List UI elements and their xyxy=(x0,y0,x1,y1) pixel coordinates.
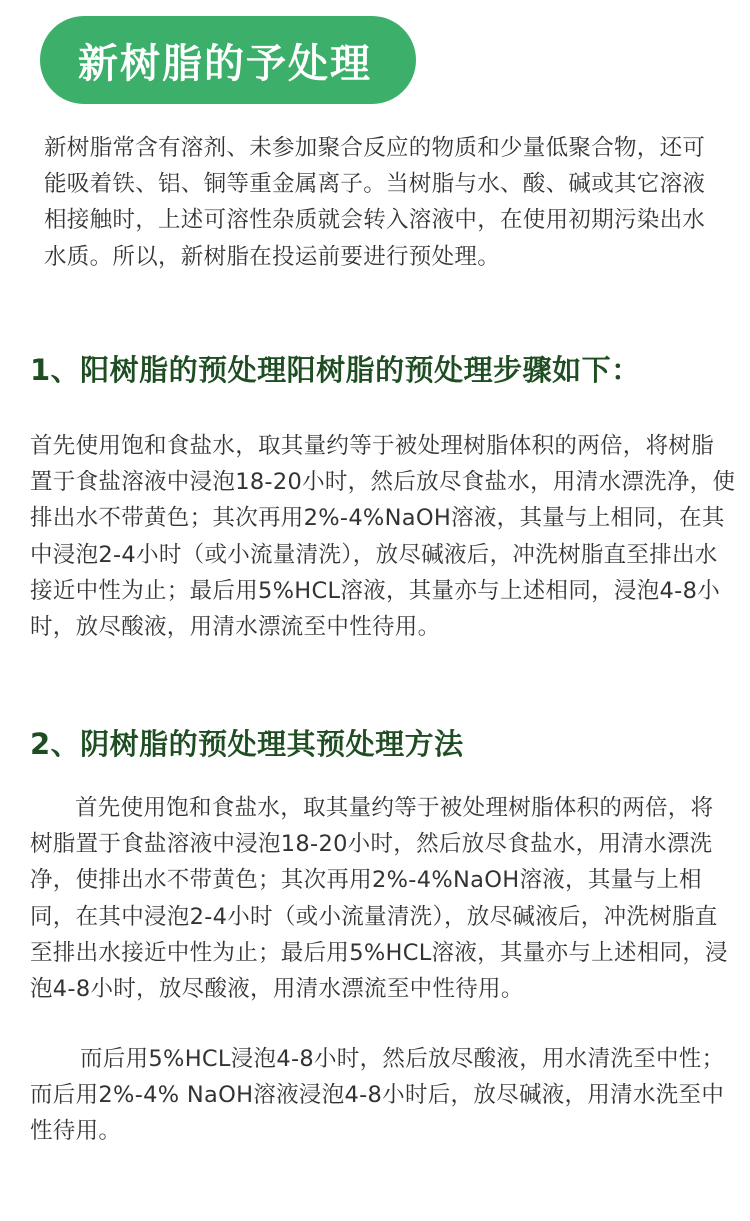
cation-resin-heading: 1、阳树脂的预处理阳树脂的预处理步骤如下： xyxy=(30,353,641,387)
page-title: 新树脂的予处理 xyxy=(78,40,372,87)
section-title-badge xyxy=(40,16,416,104)
anion-resin-paragraph: 首先使用饱和食盐水，取其量约等于被处理树脂体积的两倍，将树脂置于食盐溶液中浸泡18-20小时，然后放尽食盐水，用清水漂洗净，使排出水不带黄色；其次再用2%-4%NaOH溶液，其量与上相同，在其中浸泡2-4小时（或小流量清洗），放尽碱液后，冲洗树脂直至排出水接近中性为止；最后用5%HCL溶液，其量亦与上述相同，浸泡4-8小时，放尽酸液，用清水漂流至中性待用。 xyxy=(30,795,728,1003)
anion-resin-paragraph-2: 而后用5%HCL浸泡4-8小时，然后放尽酸液，用水清洗至中性；而后用2%-4% NaOH溶液浸泡4-8小时后，放尽碱液，用清水洗至中性待用。 xyxy=(30,1046,725,1145)
intro-paragraph: 新树脂常含有溶剂、未参加聚合反应的物质和少量低聚合物，还可能吸着铁、铝、铜等重金属离子。当树脂与水、酸、碱或其它溶液相接触时，上述可溶性杂质就会转入溶液中，在使用初期污染出水水质。所以，新树脂在投运前要进行预处理。 xyxy=(44,135,706,270)
anion-resin-heading: 2、阴树脂的预处理其预处理方法 xyxy=(30,727,464,761)
cation-resin-paragraph: 首先使用饱和食盐水，取其量约等于被处理树脂体积的两倍，将树脂置于食盐溶液中浸泡18-20小时，然后放尽食盐水，用清水漂洗净，使排出水不带黄色；其次再用2%-4%NaOH溶液，其量与上相同，在其中浸泡2-4小时（或小流量清洗），放尽碱液后，冲洗树脂直至排出水接近中性为止；最后用5%HCL溶液，其量亦与上述相同，浸泡4-8小时，放尽酸液，用清水漂流至中性待用。 xyxy=(30,433,736,641)
